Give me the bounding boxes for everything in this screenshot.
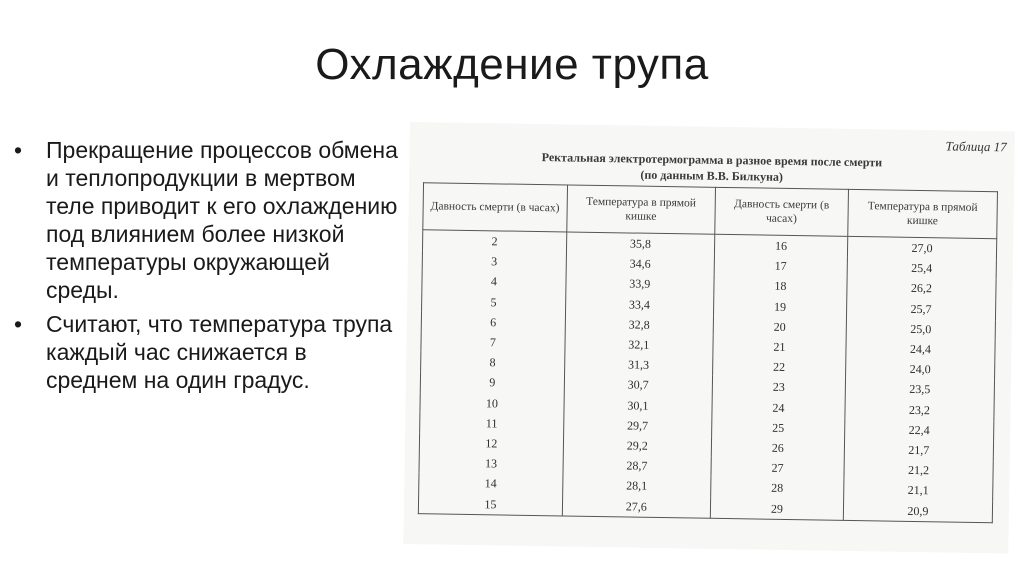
table-cell: 27,0	[847, 236, 996, 259]
table-cell: 19	[713, 295, 846, 317]
table-cell: 11	[420, 412, 564, 434]
bullet-item	[8, 310, 403, 394]
table-cell: 24,4	[846, 338, 995, 361]
table-cell: 9	[420, 372, 564, 394]
table-caption: Таблица 17	[945, 138, 1007, 155]
bullet-text: Считают, что температура трупа каждый час снижается в среднем на один градус.	[46, 311, 393, 393]
table-cell: 25,4	[847, 257, 996, 280]
table-cell: 33,9	[566, 273, 714, 296]
table-cell: 3	[422, 250, 566, 272]
bullet-list	[8, 136, 403, 400]
table-cell: 29,2	[563, 434, 711, 457]
table-cell: 24,0	[845, 358, 994, 381]
table-cell: 21,1	[844, 479, 993, 502]
table-cell: 21	[713, 336, 846, 358]
slide-title: Охлаждение трупа	[315, 40, 709, 89]
table-cell: 5	[422, 291, 566, 313]
table-cell: 17	[714, 255, 847, 277]
table-cell: 8	[421, 351, 565, 373]
table-cell: 29,7	[563, 414, 711, 437]
table-cell: 23,2	[845, 398, 994, 421]
scanned-table-image	[403, 122, 1015, 553]
table-cell: 28,1	[562, 475, 710, 498]
header-death-age-2: Давность смерти (в часах)	[715, 187, 849, 236]
table-cell: 33,4	[565, 293, 713, 316]
table-cell: 29	[710, 497, 843, 520]
bullet-marker: •	[13, 137, 23, 163]
table-cell: 25,0	[846, 318, 995, 341]
table-cell: 23	[712, 376, 845, 398]
table-cell: 21,2	[844, 459, 993, 482]
table-cell: 34,6	[566, 253, 714, 276]
table-cell: 30,7	[564, 374, 712, 397]
table-cell: 18	[714, 275, 847, 297]
table-cell: 28	[711, 477, 844, 499]
header-temperature-2: Температура в прямой кишке	[848, 189, 998, 238]
bullet-text: Прекращение процессов обмена и теплопродукции в мертвом теле приводит к его охлаждению под влиянием более низкой температуры окружающей среды.	[46, 137, 398, 303]
header-death-age-1: Давность смерти (в часах)	[423, 183, 567, 232]
table-cell: 27	[711, 457, 844, 479]
table-cell: 25,7	[846, 297, 995, 320]
bullet-item	[8, 136, 403, 304]
table-cell: 35,8	[566, 232, 714, 255]
table-cell: 26,2	[847, 277, 996, 300]
table-cell: 20,9	[843, 499, 992, 522]
table-cell: 23,5	[845, 378, 994, 401]
table-cell: 7	[421, 331, 565, 353]
table-cell: 6	[421, 311, 565, 333]
table-cell: 28,7	[563, 455, 711, 478]
table-cell: 32,8	[565, 313, 713, 336]
table-body	[418, 230, 996, 523]
table-cell: 27,6	[562, 495, 710, 518]
header-temperature-1: Температура в прямой кишке	[567, 185, 716, 234]
table-cell: 4	[422, 271, 566, 293]
table-cell: 13	[419, 452, 563, 474]
table-heading: Ректальная электротермограмма в разное время после смерти	[541, 150, 883, 170]
table-cell: 21,7	[844, 439, 993, 462]
table-cell: 31,3	[564, 354, 712, 377]
table-cell: 2	[422, 230, 566, 253]
table-cell: 22	[712, 356, 845, 378]
bullet-marker: •	[13, 311, 23, 337]
table-cell: 25	[712, 416, 845, 438]
table-cell: 15	[418, 493, 562, 516]
table-cell: 24	[712, 396, 845, 418]
table-cell: 10	[420, 392, 564, 414]
table-subheading: (по данным В.В. Билкуна)	[640, 167, 784, 184]
table-cell: 14	[419, 472, 563, 494]
table-cell: 22,4	[845, 419, 994, 442]
table-cell: 12	[419, 432, 563, 454]
table-cell: 20	[713, 316, 846, 338]
table-cell: 30,1	[564, 394, 712, 417]
table-cell: 32,1	[565, 333, 713, 356]
table-cell: 26	[711, 437, 844, 459]
table-cell: 16	[714, 234, 847, 257]
thermogram-table	[418, 182, 998, 523]
